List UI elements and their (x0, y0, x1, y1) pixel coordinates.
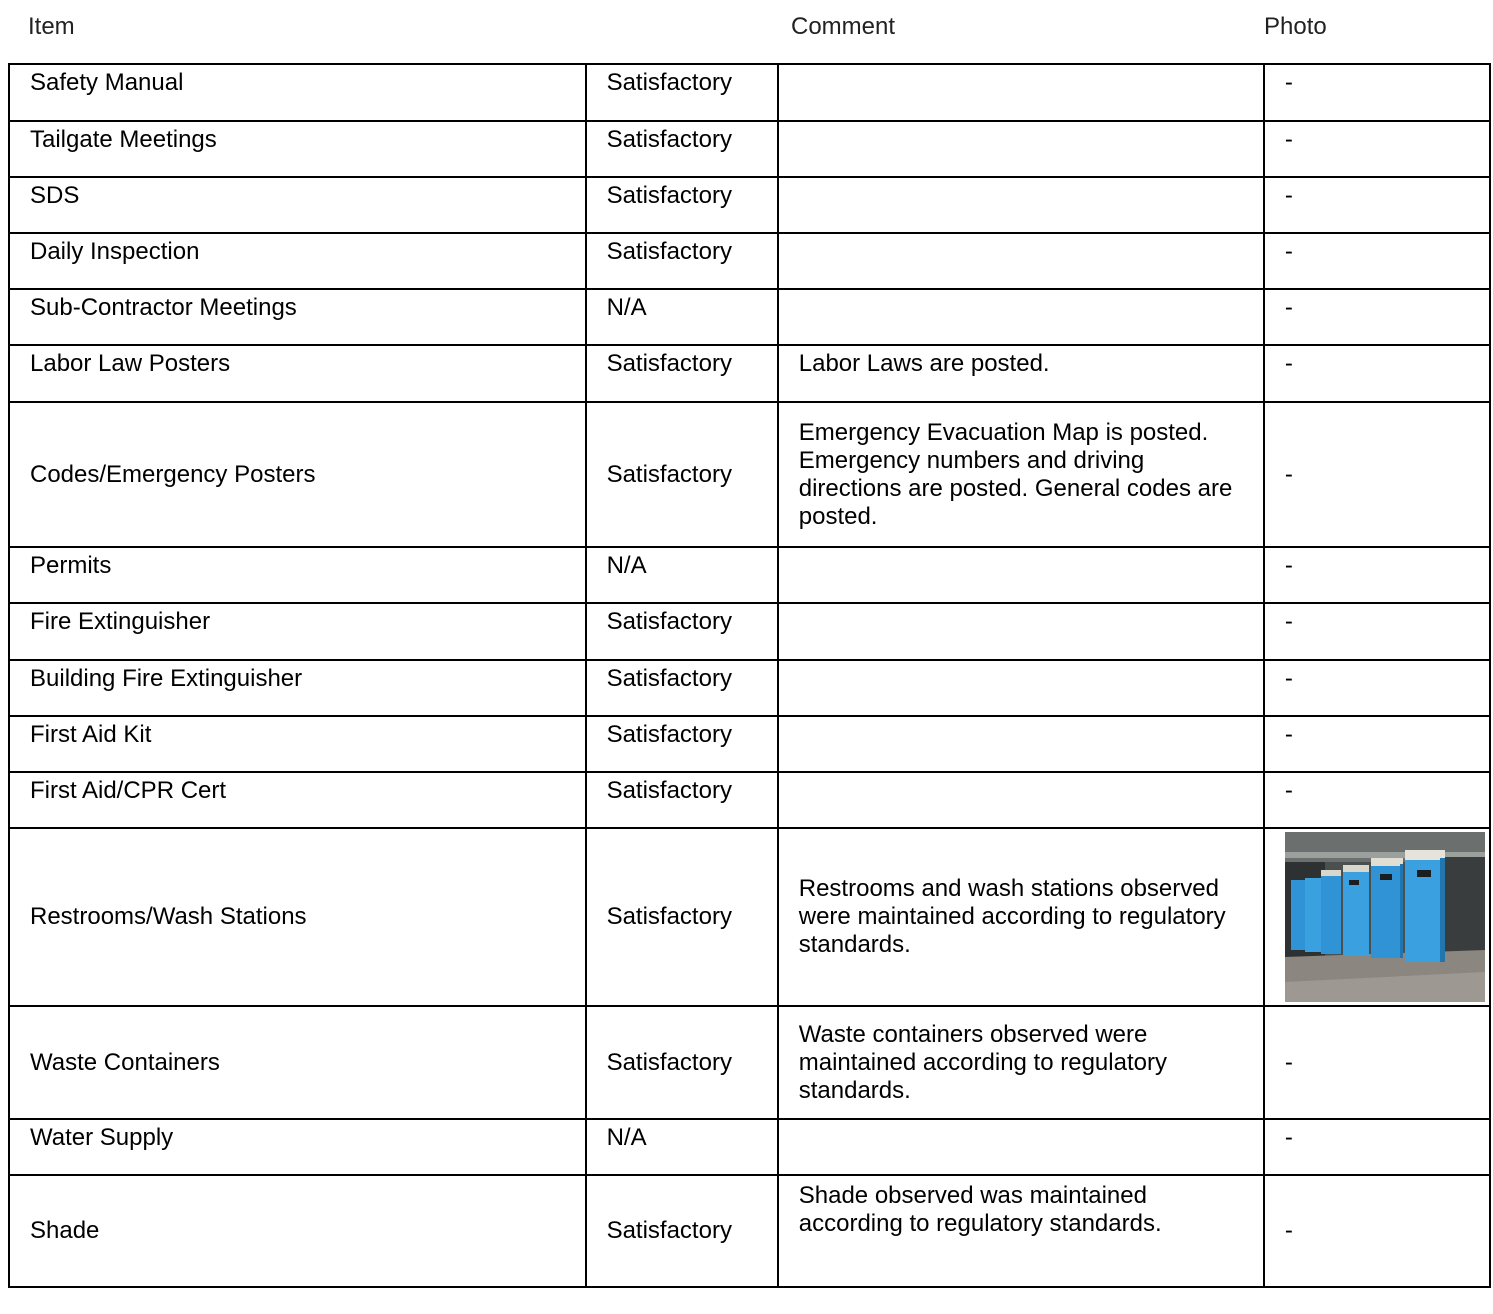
table-row (9, 772, 1490, 828)
item-cell: Labor Law Posters (9, 345, 586, 402)
table-row (9, 177, 1490, 233)
header-item: Item (28, 13, 75, 40)
status-cell: Satisfactory (586, 1175, 778, 1287)
table-row (9, 121, 1490, 177)
table-row (9, 233, 1490, 289)
status-cell: Satisfactory (586, 121, 778, 177)
table-row (9, 1006, 1490, 1119)
comment-cell: Labor Laws are posted. (778, 345, 1264, 402)
photo-cell: - (1264, 1175, 1490, 1287)
table-header (0, 0, 1493, 58)
item-cell: Sub-Contractor Meetings (9, 289, 586, 345)
table-row (9, 64, 1490, 121)
status-cell: Satisfactory (586, 177, 778, 233)
photo-cell: - (1264, 345, 1490, 402)
table-row (9, 828, 1490, 1006)
status-cell: Satisfactory (586, 772, 778, 828)
item-cell: Fire Extinguisher (9, 603, 586, 660)
comment-cell (778, 121, 1264, 177)
table-row (9, 547, 1490, 603)
photo-cell: - (1264, 64, 1490, 121)
item-cell: Restrooms/Wash Stations (9, 828, 586, 1006)
photo-cell: - (1264, 772, 1490, 828)
table-row (9, 716, 1490, 772)
comment-cell (778, 177, 1264, 233)
status-cell: Satisfactory (586, 402, 778, 547)
item-cell: Tailgate Meetings (9, 121, 586, 177)
item-cell: SDS (9, 177, 586, 233)
table-row (9, 402, 1490, 547)
table-row (9, 1175, 1490, 1287)
comment-cell (778, 1119, 1264, 1175)
comment-cell: Shade observed was maintained according to regulatory standards. (778, 1175, 1264, 1287)
item-cell: First Aid/CPR Cert (9, 772, 586, 828)
status-cell: Satisfactory (586, 64, 778, 121)
status-cell: Satisfactory (586, 603, 778, 660)
comment-cell (778, 772, 1264, 828)
table-row (9, 1119, 1490, 1175)
status-cell: Satisfactory (586, 1006, 778, 1119)
header-comment: Comment (791, 13, 896, 40)
comment-cell (778, 547, 1264, 603)
item-cell: Daily Inspection (9, 233, 586, 289)
table-row (9, 660, 1490, 716)
comment-cell: Restrooms and wash stations observed were maintained according to regulatory standards. (778, 828, 1264, 1006)
item-cell: First Aid Kit (9, 716, 586, 772)
photo-cell: - (1264, 289, 1490, 345)
header-photo: Photo (1264, 13, 1327, 40)
comment-cell: Emergency Evacuation Map is posted. Emergency numbers and driving directions are posted. General codes are posted. (778, 402, 1264, 547)
status-cell: Satisfactory (586, 828, 778, 1006)
photo-cell: - (1264, 603, 1490, 660)
status-cell: N/A (586, 547, 778, 603)
photo-cell: - (1264, 660, 1490, 716)
table-row (9, 345, 1490, 402)
status-cell: N/A (586, 1119, 778, 1175)
comment-cell (778, 660, 1264, 716)
comment-cell (778, 233, 1264, 289)
inspection-table (8, 63, 1491, 1288)
photo-cell: - (1264, 1006, 1490, 1119)
photo-cell: - (1264, 547, 1490, 603)
status-cell: Satisfactory (586, 345, 778, 402)
status-cell: Satisfactory (586, 660, 778, 716)
table-row (9, 603, 1490, 660)
comment-cell (778, 603, 1264, 660)
comment-cell (778, 289, 1264, 345)
item-cell: Shade (9, 1175, 586, 1287)
item-cell: Permits (9, 547, 586, 603)
table-row (9, 289, 1490, 345)
item-cell: Safety Manual (9, 64, 586, 121)
item-cell: Codes/Emergency Posters (9, 402, 586, 547)
comment-cell (778, 716, 1264, 772)
item-cell: Water Supply (9, 1119, 586, 1175)
item-cell: Building Fire Extinguisher (9, 660, 586, 716)
photo-cell: - (1264, 121, 1490, 177)
status-cell: Satisfactory (586, 233, 778, 289)
status-cell: N/A (586, 289, 778, 345)
comment-cell: Waste containers observed were maintained according to regulatory standards. (778, 1006, 1264, 1119)
photo-cell: - (1264, 1119, 1490, 1175)
photo-cell: - (1264, 402, 1490, 547)
comment-cell (778, 64, 1264, 121)
photo-cell: - (1264, 233, 1490, 289)
photo-cell: - (1264, 177, 1490, 233)
photo-cell: - (1264, 716, 1490, 772)
photo-cell (1264, 828, 1490, 1006)
status-cell: Satisfactory (586, 716, 778, 772)
item-cell: Waste Containers (9, 1006, 586, 1119)
portable-toilets-photo[interactable] (1285, 832, 1485, 1002)
